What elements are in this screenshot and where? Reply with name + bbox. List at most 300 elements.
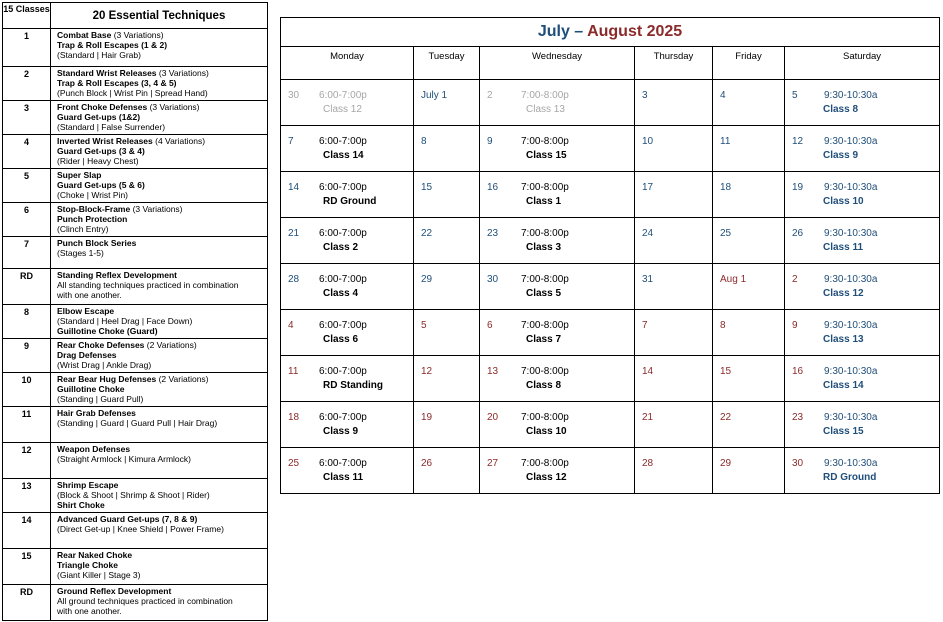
technique-row	[3, 373, 268, 407]
technique-line	[57, 418, 263, 428]
calendar-week-row	[281, 172, 940, 218]
class-time: 9:30-10:30a	[824, 320, 878, 331]
day-number: 22	[421, 228, 433, 239]
calendar-day-cell	[281, 218, 414, 264]
technique-line	[57, 360, 263, 370]
day-number: 2	[792, 274, 798, 285]
day-number: 3	[642, 90, 648, 101]
class-name: Class 9	[323, 426, 359, 437]
technique-line	[57, 280, 263, 290]
class-name: Class 11	[823, 242, 864, 253]
day-number: 18	[720, 182, 732, 193]
technique-detail: (Punch Block | Wrist Pin | Spread Hand)	[57, 88, 208, 99]
class-name: Class 15	[526, 150, 567, 161]
calendar-day-cell	[414, 402, 480, 448]
technique-detail: with one another.	[57, 290, 122, 301]
day-number: 11	[720, 136, 731, 147]
day-number: 19	[421, 412, 433, 423]
class-name: RD Standing	[323, 380, 383, 391]
class-name: Class 12	[526, 472, 567, 483]
day-number: 27	[487, 458, 499, 469]
technique-line	[57, 146, 263, 156]
technique-line	[57, 550, 263, 560]
calendar-day-cell	[480, 80, 635, 126]
technique-detail: (Standard | False Surrender)	[57, 122, 166, 133]
technique-line	[57, 190, 263, 200]
day-number: 25	[720, 228, 732, 239]
calendar-week-row	[281, 218, 940, 264]
calendar-day-cell	[785, 402, 940, 448]
calendar-day-cell	[414, 126, 480, 172]
class-name: RD Ground	[323, 196, 377, 207]
class-name: Class 7	[526, 334, 562, 345]
calendar-day-cell	[785, 126, 940, 172]
day-number: 9	[487, 136, 493, 147]
technique-description	[51, 29, 268, 67]
classes-count-label: 15 Classes	[3, 4, 50, 14]
techniques-table	[2, 2, 268, 621]
calendar-day-cell	[713, 402, 785, 448]
technique-detail: (Stages 1-5)	[57, 248, 104, 259]
day-number: 12	[792, 136, 804, 147]
calendar-day-cell	[635, 356, 713, 402]
calendar-day-cell	[281, 402, 414, 448]
day-number: 12	[421, 366, 433, 377]
technique-row	[3, 479, 268, 513]
weekday-monday: Monday	[281, 47, 414, 80]
class-name: Class 13	[526, 104, 565, 115]
calendar-day-cell	[281, 448, 414, 494]
class-time: 7:00-8:00p	[521, 366, 569, 377]
calendar-day-cell	[785, 310, 940, 356]
technique-name: Punch Protection	[57, 214, 128, 225]
day-number: 18	[288, 412, 300, 423]
technique-row	[3, 135, 268, 169]
day-number: 16	[487, 182, 499, 193]
calendar-day-cell	[635, 448, 713, 494]
class-time: 7:00-8:00p	[521, 182, 569, 193]
calendar-day-cell	[480, 448, 635, 494]
technique-class-number: 2	[3, 67, 51, 101]
calendar-day-cell	[713, 218, 785, 264]
technique-class-number: 14	[3, 513, 51, 549]
technique-row	[3, 29, 268, 67]
calendar-day-cell	[480, 218, 635, 264]
technique-line	[57, 238, 263, 248]
technique-line	[57, 224, 263, 234]
technique-line	[57, 78, 263, 88]
calendar-day-cell	[480, 402, 635, 448]
technique-detail: All ground techniques practiced in combination	[57, 596, 233, 607]
technique-class-number: 6	[3, 203, 51, 237]
technique-line	[57, 408, 263, 418]
day-number: 11	[288, 366, 299, 377]
technique-line	[57, 50, 263, 60]
class-time: 9:30-10:30a	[824, 366, 878, 377]
class-name: RD Ground	[823, 472, 877, 483]
calendar-day-cell	[785, 264, 940, 310]
day-number: 23	[487, 228, 499, 239]
class-time: 6:00-7:00p	[319, 274, 367, 285]
class-time: 6:00-7:00p	[319, 136, 367, 147]
technique-detail: (Straight Armlock | Kimura Armlock)	[57, 454, 191, 465]
technique-line	[57, 444, 263, 454]
technique-detail: (Giant Killer | Stage 3)	[57, 570, 141, 581]
technique-class-number: 1	[3, 29, 51, 67]
technique-description	[51, 407, 268, 443]
technique-description	[51, 135, 268, 169]
class-time: 7:00-8:00p	[521, 320, 569, 331]
class-time: 7:00-8:00p	[521, 458, 569, 469]
technique-detail: (Rider | Heavy Chest)	[57, 156, 139, 167]
day-number: 30	[288, 90, 300, 101]
calendar-day-cell	[480, 172, 635, 218]
technique-name: Guillotine Choke	[57, 384, 125, 395]
technique-description	[51, 237, 268, 269]
technique-class-number: 15	[3, 549, 51, 585]
technique-name: Front Choke Defenses	[57, 102, 148, 112]
technique-class-number: 12	[3, 443, 51, 479]
class-time: 9:30-10:30a	[824, 274, 878, 285]
calendar-title	[281, 18, 940, 47]
technique-row	[3, 203, 268, 237]
calendar-week-row	[281, 356, 940, 402]
technique-line	[57, 606, 263, 616]
class-name: Class 15	[823, 426, 864, 437]
calendar-day-cell	[635, 402, 713, 448]
technique-name: Inverted Wrist Releases	[57, 136, 153, 146]
technique-detail: (4 Variations)	[152, 136, 206, 146]
technique-line	[57, 214, 263, 224]
technique-line	[57, 500, 263, 510]
day-number: 21	[288, 228, 300, 239]
class-name: Class 12	[323, 104, 362, 115]
day-number: 9	[792, 320, 798, 331]
technique-row	[3, 339, 268, 373]
day-number: 20	[487, 412, 499, 423]
technique-class-number: 4	[3, 135, 51, 169]
day-number: 30	[487, 274, 499, 285]
technique-line	[57, 454, 263, 464]
calendar-week-row	[281, 310, 940, 356]
technique-line	[57, 350, 263, 360]
calendar-day-cell	[480, 126, 635, 172]
day-number: 19	[792, 182, 804, 193]
technique-description	[51, 443, 268, 479]
calendar-day-cell	[480, 310, 635, 356]
technique-row	[3, 443, 268, 479]
technique-line	[57, 586, 263, 596]
technique-name: Weapon Defenses	[57, 444, 131, 454]
class-name: Class 8	[823, 104, 859, 115]
class-name: Class 5	[526, 288, 562, 299]
day-number: 29	[421, 274, 433, 285]
calendar-title-july: July	[537, 23, 570, 40]
technique-name: Rear Naked Choke	[57, 550, 133, 560]
technique-description	[51, 479, 268, 513]
class-time: 9:30-10:30a	[824, 228, 878, 239]
day-number: 4	[288, 320, 294, 331]
calendar-day-cell	[281, 264, 414, 310]
class-name: Class 4	[323, 288, 359, 299]
techniques-header	[3, 3, 268, 29]
day-number: 4	[720, 90, 726, 101]
technique-line	[57, 180, 263, 190]
day-number: 7	[288, 136, 294, 147]
calendar-week-row	[281, 448, 940, 494]
class-time: 7:00-8:00p	[521, 90, 569, 101]
calendar-day-cell	[281, 356, 414, 402]
weekday-saturday: Saturday	[785, 47, 940, 80]
day-number: 16	[792, 366, 804, 377]
calendar-day-cell	[414, 264, 480, 310]
technique-line	[57, 204, 263, 214]
day-number: 13	[487, 366, 499, 377]
class-time: 9:30-10:30a	[824, 412, 878, 423]
calendar-day-cell	[414, 218, 480, 264]
day-number: 15	[421, 182, 433, 193]
day-number: 26	[792, 228, 804, 239]
calendar-day-cell	[414, 80, 480, 126]
calendar-day-cell	[480, 264, 635, 310]
technique-description	[51, 513, 268, 549]
technique-name: Standard Wrist Releases	[57, 68, 157, 78]
calendar-day-cell	[635, 264, 713, 310]
class-name: Class 13	[823, 334, 864, 345]
technique-description	[51, 305, 268, 339]
technique-row	[3, 237, 268, 269]
technique-row	[3, 101, 268, 135]
class-name: Class 14	[823, 380, 864, 391]
calendar-title-dash: –	[569, 23, 588, 40]
calendar-day-cell	[480, 356, 635, 402]
technique-line	[57, 514, 263, 524]
technique-detail: (3 Variations)	[156, 68, 209, 78]
day-number: 6	[487, 320, 493, 331]
day-number: 28	[288, 274, 300, 285]
technique-detail: (Block & Shoot | Shrimp & Shoot | Rider)	[57, 490, 210, 501]
technique-detail: (Standard | Heel Drag | Face Down)	[57, 316, 193, 327]
technique-description	[51, 373, 268, 407]
technique-class-number: 10	[3, 373, 51, 407]
calendar-day-cell	[785, 172, 940, 218]
calendar-day-cell	[635, 310, 713, 356]
day-number: 14	[288, 182, 300, 193]
technique-row	[3, 407, 268, 443]
calendar-week-row	[281, 402, 940, 448]
technique-name: Elbow Escape	[57, 306, 115, 316]
class-name: Class 6	[323, 334, 359, 345]
weekday-thursday: Thursday	[635, 47, 713, 80]
technique-description	[51, 585, 268, 621]
technique-line	[57, 340, 263, 350]
technique-detail: (3 Variations)	[130, 204, 183, 214]
class-name: Class 10	[526, 426, 567, 437]
day-number: 7	[642, 320, 648, 331]
day-number: 31	[642, 274, 654, 285]
technique-detail: (Standing | Guard Pull)	[57, 394, 144, 405]
class-name: Class 1	[526, 196, 562, 207]
technique-line	[57, 112, 263, 122]
technique-line	[57, 290, 263, 300]
technique-line	[57, 40, 263, 50]
day-number: July 1	[421, 90, 448, 101]
technique-row	[3, 67, 268, 101]
weekday-header-row	[281, 47, 940, 80]
calendar-day-cell	[785, 356, 940, 402]
class-name: Class 3	[526, 242, 562, 253]
technique-name: Standing Reflex Development	[57, 270, 177, 280]
technique-line	[57, 374, 263, 384]
class-time: 6:00-7:00p	[319, 458, 367, 469]
calendar-day-cell	[414, 448, 480, 494]
technique-line	[57, 306, 263, 316]
technique-name: Trap & Roll Escapes (3, 4 & 5)	[57, 78, 177, 89]
class-time: 9:30-10:30a	[824, 136, 878, 147]
technique-name: Guard Get-ups (1&2)	[57, 112, 141, 123]
technique-name: Rear Choke Defenses	[57, 340, 145, 350]
technique-detail: (Clinch Entry)	[57, 224, 109, 235]
technique-class-number: 5	[3, 169, 51, 203]
calendar-day-cell	[785, 218, 940, 264]
technique-line	[57, 270, 263, 280]
day-number: 22	[720, 412, 732, 423]
technique-detail: (Choke | Wrist Pin)	[57, 190, 129, 201]
calendar-day-cell	[635, 126, 713, 172]
technique-name: Advanced Guard Get-ups (7, 8 & 9)	[57, 514, 198, 524]
technique-name: Guillotine Choke (Guard)	[57, 326, 158, 337]
class-name: Class 8	[526, 380, 562, 391]
technique-class-number: 3	[3, 101, 51, 135]
calendar-week-row	[281, 126, 940, 172]
weekday-tuesday: Tuesday	[414, 47, 480, 80]
class-name: Class 10	[823, 196, 864, 207]
day-number: 23	[792, 412, 804, 423]
technique-line	[57, 136, 263, 146]
technique-detail: (3 Variations)	[147, 102, 200, 112]
class-time: 6:00-7:00p	[319, 182, 367, 193]
calendar-day-cell	[635, 218, 713, 264]
class-time: 6:00-7:00p	[319, 90, 367, 101]
class-name: Class 14	[323, 150, 364, 161]
day-number: 26	[421, 458, 433, 469]
technique-line	[57, 326, 263, 336]
technique-description	[51, 269, 268, 305]
technique-name: Stop-Block-Frame	[57, 204, 131, 214]
technique-detail: (Standing | Guard | Guard Pull | Hair Drag)	[57, 418, 218, 429]
technique-name: Combat Base	[57, 30, 112, 40]
technique-detail: (3 Variations)	[111, 30, 164, 40]
technique-class-number: 7	[3, 237, 51, 269]
class-name: Class 12	[823, 288, 864, 299]
day-number: 8	[720, 320, 726, 331]
technique-class-number: 9	[3, 339, 51, 373]
day-number: 17	[642, 182, 654, 193]
technique-line	[57, 394, 263, 404]
class-time: 6:00-7:00p	[319, 228, 367, 239]
technique-name: Drag Defenses	[57, 350, 117, 361]
technique-name: Rear Bear Hug Defenses	[57, 374, 157, 384]
technique-line	[57, 102, 263, 112]
technique-class-number: 8	[3, 305, 51, 339]
day-number: 25	[288, 458, 300, 469]
weekday-friday: Friday	[713, 47, 785, 80]
technique-row	[3, 549, 268, 585]
technique-detail: with one another.	[57, 606, 122, 617]
calendar-day-cell	[635, 80, 713, 126]
class-time: 6:00-7:00p	[319, 412, 367, 423]
technique-line	[57, 560, 263, 570]
day-number: 21	[642, 412, 654, 423]
day-number: 30	[792, 458, 804, 469]
technique-detail: (2 Variations)	[156, 374, 209, 384]
calendar-day-cell	[713, 172, 785, 218]
class-time: 6:00-7:00p	[319, 366, 367, 377]
technique-class-number: RD	[3, 269, 51, 305]
technique-description	[51, 549, 268, 585]
calendar-title-august: August 2025	[587, 23, 683, 40]
day-number: Aug 1	[720, 274, 747, 285]
technique-line	[57, 384, 263, 394]
technique-line	[57, 68, 263, 78]
class-time: 7:00-8:00p	[521, 274, 569, 285]
calendar-day-cell	[635, 172, 713, 218]
technique-detail: (Direct Get-up | Knee Shield | Power Frame)	[57, 524, 224, 535]
class-time: 7:00-8:00p	[521, 136, 569, 147]
calendar-day-cell	[713, 126, 785, 172]
technique-detail: All standing techniques practiced in combination	[57, 280, 239, 291]
technique-detail: (Standard | Hair Grab)	[57, 50, 141, 61]
technique-row	[3, 585, 268, 621]
technique-line	[57, 30, 263, 40]
technique-line	[57, 122, 263, 132]
technique-line	[57, 490, 263, 500]
classes-count-header	[3, 3, 51, 29]
technique-line	[57, 156, 263, 166]
technique-name: Triangle Choke	[57, 560, 118, 571]
calendar-day-cell	[281, 80, 414, 126]
calendar-day-cell	[713, 448, 785, 494]
day-number: 2	[487, 90, 493, 101]
technique-description	[51, 101, 268, 135]
day-number: 24	[642, 228, 654, 239]
calendar-day-cell	[281, 310, 414, 356]
technique-description	[51, 67, 268, 101]
technique-line	[57, 170, 263, 180]
technique-line	[57, 524, 263, 534]
day-number: 29	[720, 458, 732, 469]
class-time: 9:30-10:30a	[824, 90, 878, 101]
technique-name: Ground Reflex Development	[57, 586, 172, 596]
technique-line	[57, 88, 263, 98]
technique-description	[51, 339, 268, 373]
calendar-day-cell	[785, 448, 940, 494]
calendar-day-cell	[713, 356, 785, 402]
calendar-day-cell	[281, 126, 414, 172]
class-time: 9:30-10:30a	[824, 182, 878, 193]
day-number: 5	[792, 90, 798, 101]
technique-name: Guard Get-ups (5 & 6)	[57, 180, 145, 191]
technique-name: Shrimp Escape	[57, 480, 119, 490]
calendar-week-row	[281, 264, 940, 310]
techniques-title: 20 Essential Techniques	[51, 3, 268, 29]
technique-line	[57, 480, 263, 490]
techniques-body	[3, 29, 268, 621]
technique-class-number: RD	[3, 585, 51, 621]
technique-class-number: 11	[3, 407, 51, 443]
calendar-body	[281, 80, 940, 494]
class-name: Class 11	[323, 472, 364, 483]
